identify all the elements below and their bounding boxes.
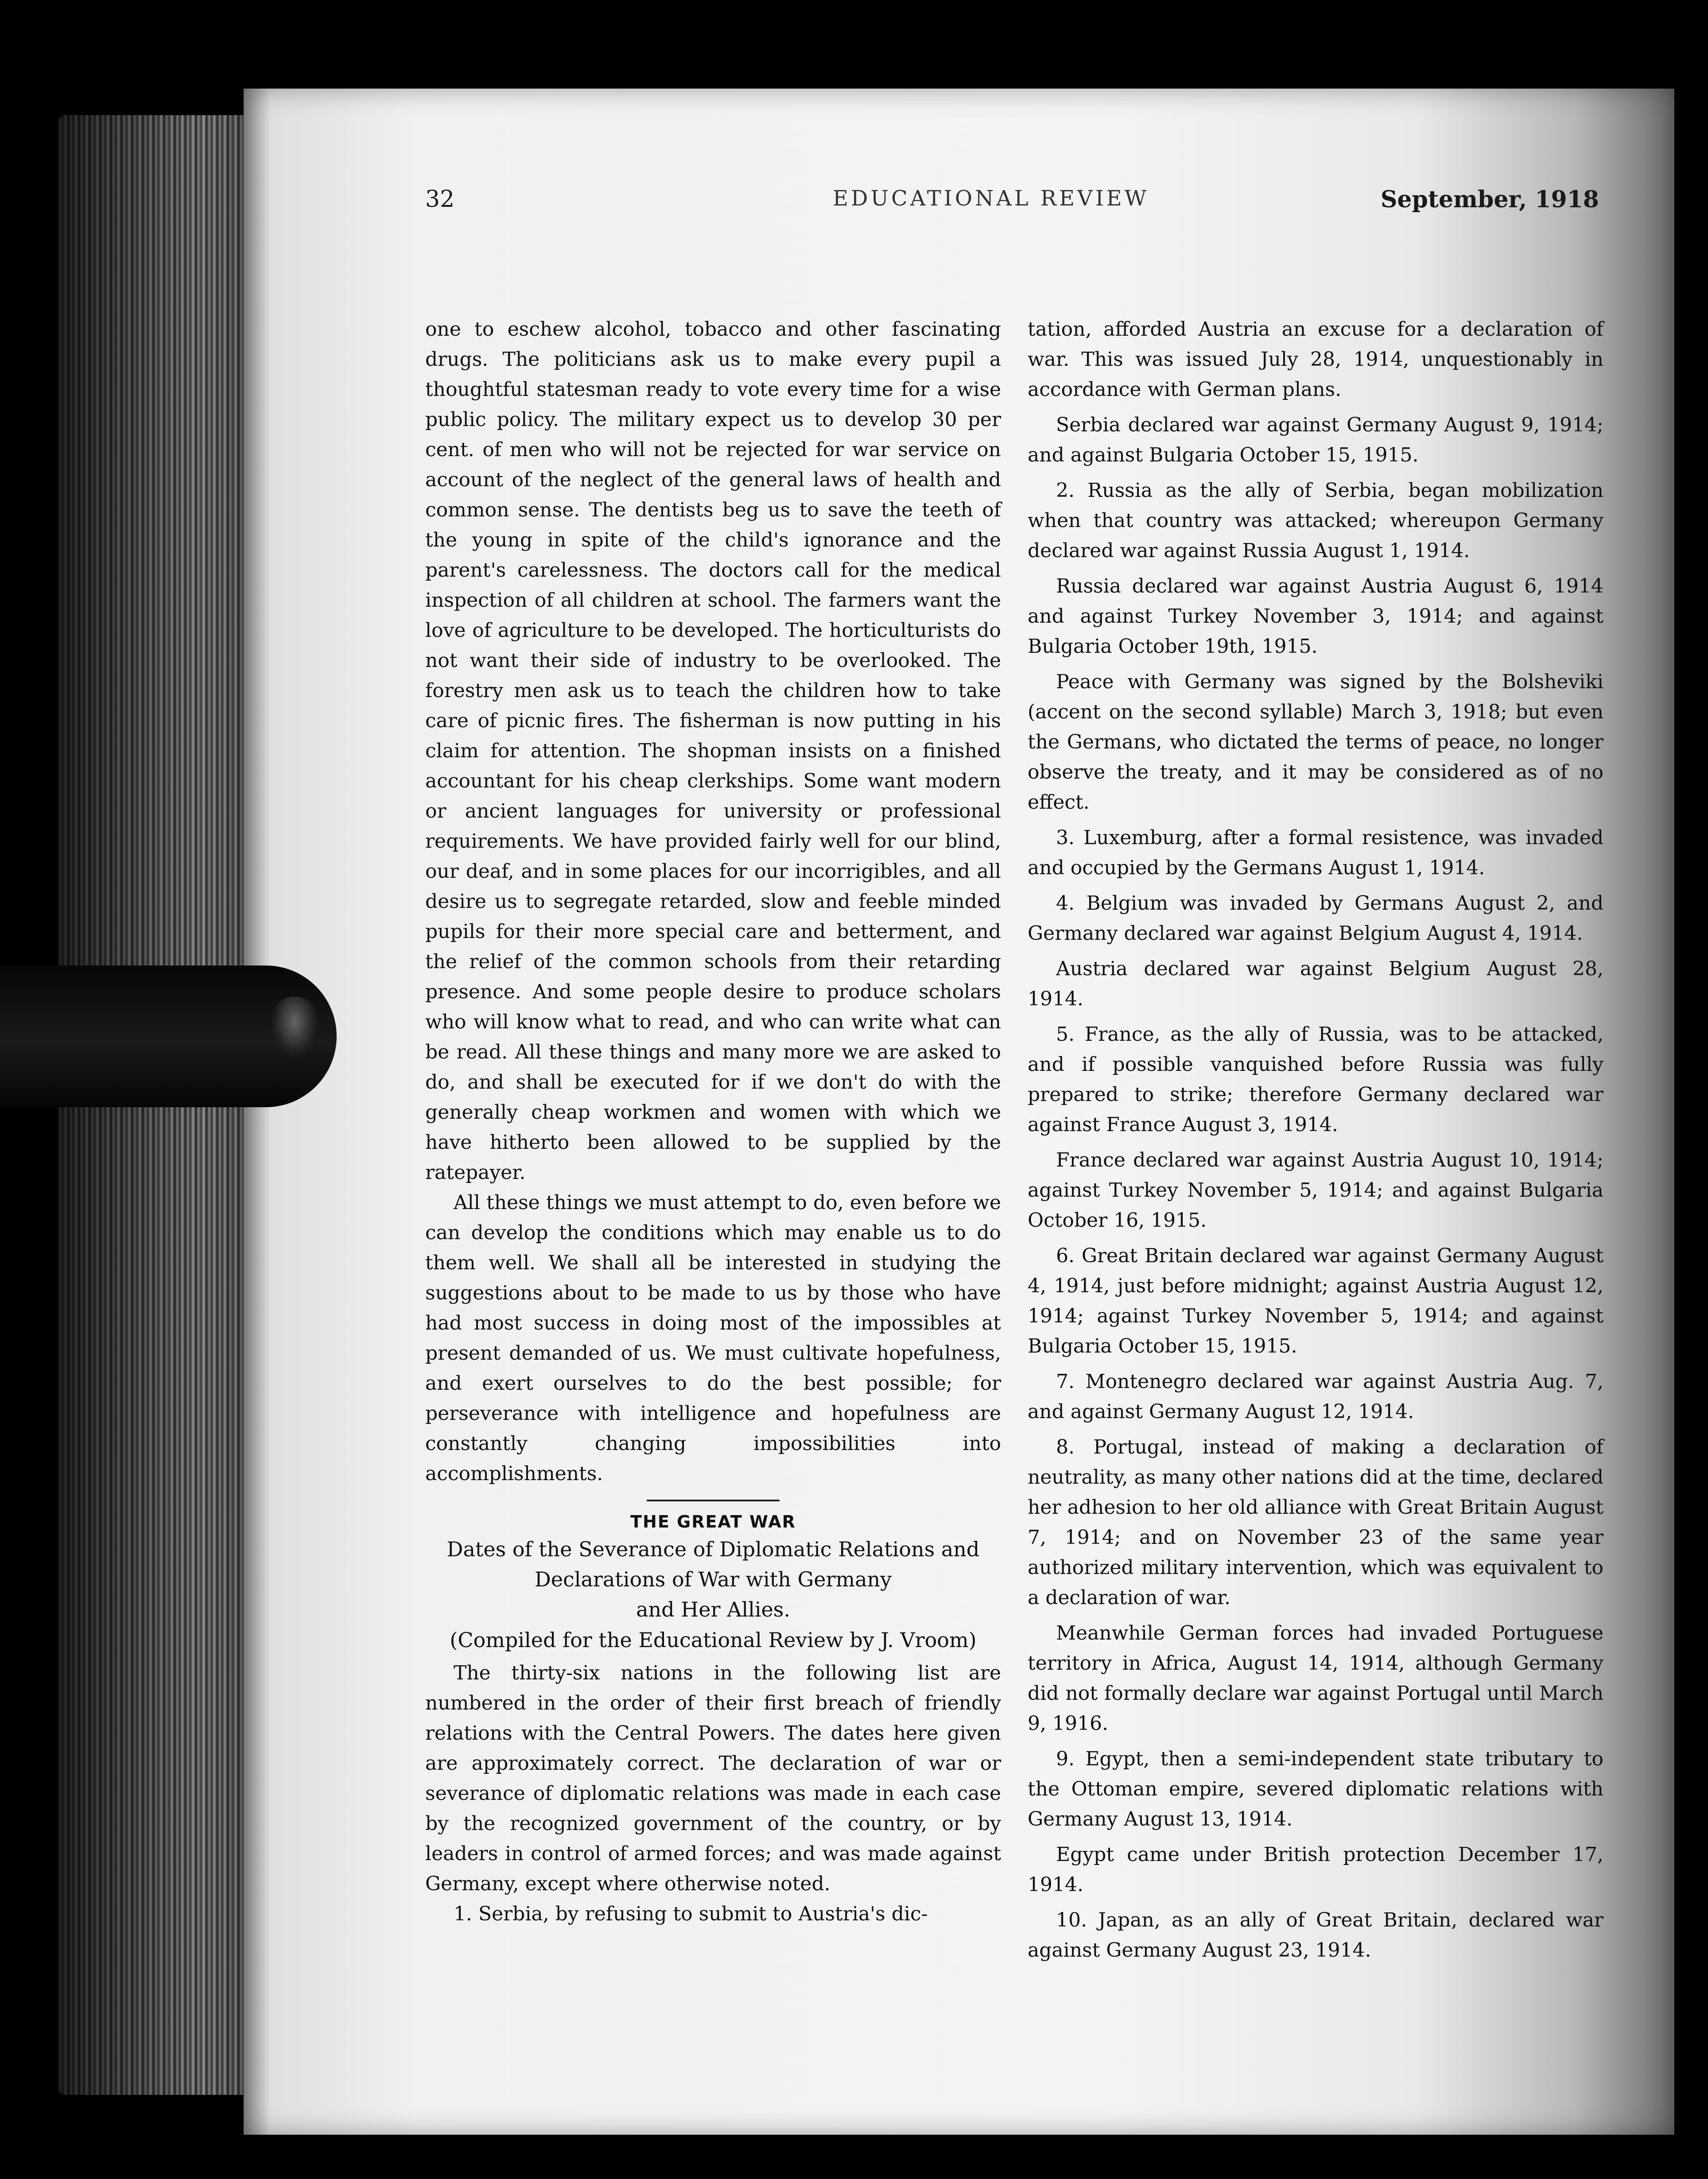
list-item: 7. Montenegro declared war against Austria Aug. 7, and against Germany August 12, 1914. xyxy=(1028,1370,1603,1423)
list-item: 1. Serbia, by refusing to submit to Austria's dic- xyxy=(454,1903,928,1925)
list-item: 5. France, as the ally of Russia, was to be attacked, and if possible vanquished before Russia was fully prepared to strike; therefore Germany declared war against France August 3, 1914. xyxy=(1028,1023,1603,1136)
list-item: Austria declared war against Belgium August 28, 1914. xyxy=(1028,958,1603,1010)
list-item: 6. Great Britain declared war against Germany August 4, 1914, just before midnight; against Austria August 12, 1914; against Turkey November 5, 1914; and against Bulgaria October 15, 1915. xyxy=(1028,1245,1603,1357)
list-item: Russia declared war against Austria August 6, 1914 and against Turkey November 3, 1914; and against Bulgaria October 19th, 1915. xyxy=(1028,575,1603,658)
issue-date: September, 1918 xyxy=(1380,186,1599,213)
list-item: 3. Luxemburg, after a formal resistence, was invaded and occupied by the Germans August 1, 1914. xyxy=(1028,826,1603,879)
section-subtitle: Dates of the Severance of Diplomatic Relations and xyxy=(446,1537,980,1561)
list-item: 4. Belgium was invaded by Germans August 2, and Germany declared war against Belgium August 4, 1914. xyxy=(1028,892,1603,945)
running-head xyxy=(425,186,1599,226)
list-item: Peace with Germany was signed by the Bolsheviki (accent on the second syllable) March 3, 1918; but even the Germans, who dictated the terms of peace, no longer observe the treaty, and it may be considered as of no effect. xyxy=(1028,671,1603,814)
page-number: 32 xyxy=(425,186,455,213)
list-item: tation, afforded Austria an excuse for a declaration of war. This was issued July 28, 1914, unquestionably in accordance with German plans. xyxy=(1028,318,1603,401)
journal-title: EDUCATIONAL REVIEW xyxy=(833,186,1149,211)
list-item: Meanwhile German forces had invaded Portuguese territory in Africa, August 14, 1914, although Germany did not formally declare war against Portugal until March 9, 1916. xyxy=(1028,1622,1603,1735)
right-column xyxy=(1028,314,1603,1971)
list-item: 8. Portugal, instead of making a declaration of neutrality, as many other nations did at the time, declared her adhesion to her old alliance with Great Britain August 7, 1914; and on November 23 of the same year authorized military intervention, which was equivalent to a declaration of war. xyxy=(1028,1436,1603,1609)
body-paragraph: one to eschew alcohol, tobacco and other fascinating drugs. The politicians ask us to make every pupil a thoughtful statesman ready to vote every time for a wise public policy. The military expect us to develop 30 per cent. of men who will not be rejected for war service on account of the neglect of the general laws of health and common sense. The dentists beg us to save the teeth of the young in spite of the child's ignorance and the parent's carelessness. The doctors call for the medical inspection of all children at school. The farmers want the love of agriculture to be developed. The horticulturists do not want their side of industry to be overlooked. The forestry men ask us to teach the children how to take care of picnic fires. The fisherman is now putting in his claim for attention. The shopman insists on a finished accountant for his cheap clerkships. Some want modern or ancient languages for university or professional requirements. We have provided fairly well for our blind, our deaf, and in some places for our incorrigibles, and all desire us to segregate retarded, slow and feeble minded pupils for their more special care and betterment, and the relief of the common schools from their retarding presence. And some people desire to produce scholars who will know what to read, and who can write what can be read. All these things and many more we are asked to do, and shall be executed for if we don't do with the generally cheap workmen and women with which we have hitherto been allowed to be supplied by the ratepayer. xyxy=(425,318,1001,1184)
section-heading xyxy=(425,1500,1001,1656)
list-item: France declared war against Austria August 10, 1914; against Turkey November 5, 1914; and against Bulgaria October 16, 1915. xyxy=(1028,1149,1603,1232)
holding-finger-shadow xyxy=(0,965,337,1107)
list-item: 2. Russia as the ally of Serbia, began mobilization when that country was attacked; whereupon Germany declared war against Russia August 1, 1914. xyxy=(1028,479,1603,562)
list-item: Egypt came under British protection December 17, 1914. xyxy=(1028,1843,1603,1896)
section-rule xyxy=(647,1500,780,1501)
section-subtitle: and Her Allies. xyxy=(636,1597,790,1621)
left-column xyxy=(425,314,1001,1929)
list-item: 9. Egypt, then a semi-independent state tributary to the Ottoman empire, severed diplomatic relations with Germany August 13, 1914. xyxy=(1028,1748,1603,1830)
section-title: THE GREAT WAR xyxy=(630,1512,796,1532)
list-item: 10. Japan, as an ally of Great Britain, declared war against Germany August 23, 1914. xyxy=(1028,1909,1603,1962)
body-paragraph: All these things we must attempt to do, even before we can develop the conditions which may enable us to do them well. We shall all be interested in studying the suggestions about to be made to us by those who have had most success in doing most of the impossibles at present demanded of us. We must cultivate hopefulness, and exert ourselves to do the best possible; for perseverance with intelligence and hopefulness are constantly changing impossibilities into accomplishments. xyxy=(425,1191,1001,1485)
list-item: Serbia declared war against Germany August 9, 1914; and against Bulgaria October 15, 1915. xyxy=(1028,414,1603,466)
intro-paragraph: The thirty-six nations in the following list are numbered in the order of their first breach of friendly relations with the Central Powers. The dates here given are approximately correct. The declaration of war or severance of diplomatic relations was made in each case by the recognized government of the country, or by leaders in control of armed forces; and was made against Germany, except where otherwise noted. xyxy=(425,1662,1001,1895)
section-credit: (Compiled for the Educational Review by J. Vroom) xyxy=(450,1628,977,1652)
section-subtitle: Declarations of War with Germany xyxy=(534,1567,892,1591)
